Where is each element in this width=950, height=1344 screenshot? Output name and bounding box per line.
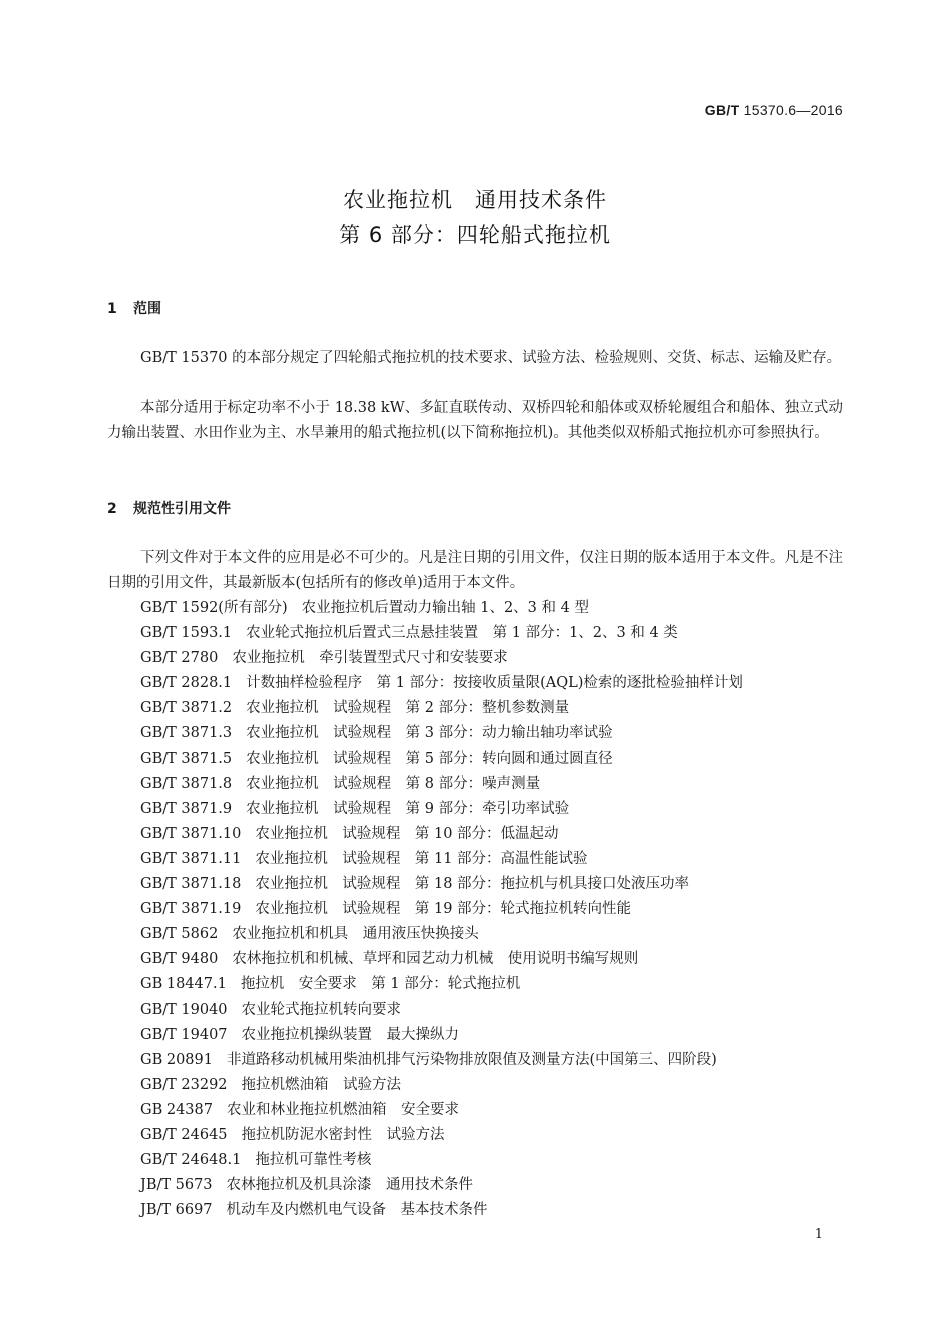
reference-title: 农业拖拉机 试验规程 第 9 部分：牵引功率试验: [246, 800, 570, 817]
reference-code: GB/T 3871.2: [140, 700, 233, 717]
list-item: [140, 1023, 743, 1048]
section-2-heading: [107, 498, 231, 518]
reference-title: 农业拖拉机 牵引装置型式尺寸和安装要求: [232, 650, 508, 667]
list-item: [140, 596, 743, 621]
list-item: [140, 1123, 743, 1148]
reference-code: GB/T 3871.18: [140, 876, 242, 893]
reference-title: 农业拖拉机 试验规程 第 10 部分：低温起动: [255, 825, 559, 842]
list-item: [140, 1173, 743, 1198]
reference-code: GB/T 2780: [140, 650, 219, 667]
scope-paragraph-1: GB/T 15370 的本部分规定了四轮船式拖拉机的技术要求、试验方法、检验规则、交货、标志、运输及贮存。: [140, 350, 842, 366]
reference-code: GB 24387: [140, 1101, 213, 1118]
list-item: [140, 646, 743, 671]
list-item: [140, 671, 743, 696]
list-item: [140, 696, 743, 721]
reference-title: 农业拖拉机 试验规程 第 11 部分：高温性能试验: [255, 850, 588, 867]
reference-code: GB/T 3871.9: [140, 800, 233, 817]
list-item: [140, 772, 743, 797]
reference-code: GB/T 19407: [140, 1026, 228, 1043]
reference-title: 拖拉机燃油箱 试验方法: [241, 1076, 402, 1093]
reference-title: 计数抽样检验程序 第 1 部分：按接收质量限(AQL)检索的逐批检验抽样计划: [246, 675, 743, 692]
list-item: [140, 1073, 743, 1098]
reference-code: GB/T 5862: [140, 926, 219, 943]
list-item: [140, 621, 743, 646]
reference-title: 非道路移动机械用柴油机排气污染物排放限值及测量方法(中国第三、四阶段): [226, 1051, 717, 1068]
section-1-heading: [107, 298, 161, 318]
reference-title: 农业拖拉机 试验规程 第 18 部分：拖拉机与机具接口处液压功率: [255, 876, 690, 893]
page-number: 1: [814, 1227, 823, 1242]
list-item: [140, 947, 743, 972]
document-title-line1: 农业拖拉机 通用技术条件: [343, 188, 607, 212]
list-item: [140, 998, 743, 1023]
reference-title: 农业拖拉机 试验规程 第 19 部分：轮式拖拉机转向性能: [255, 901, 632, 918]
reference-code: JB/T 6697: [140, 1202, 213, 1219]
reference-code: GB/T 3871.3: [140, 725, 233, 742]
reference-code: GB/T 3871.11: [140, 850, 242, 867]
reference-code: GB 20891: [140, 1051, 213, 1068]
reference-code: GB/T 24645: [140, 1126, 228, 1143]
list-item: [140, 1048, 743, 1073]
list-item: [140, 747, 743, 772]
document-code: [705, 102, 843, 118]
reference-title: 农业拖拉机 试验规程 第 3 部分：动力输出轴功率试验: [246, 725, 613, 742]
reference-code: GB/T 9480: [140, 951, 219, 968]
reference-title: 拖拉机防泥水密封性 试验方法: [241, 1126, 445, 1143]
reference-title: 农业拖拉机后置动力输出轴 1、2、3 和 4 型: [301, 600, 589, 616]
list-item: [140, 847, 743, 872]
document-title-line2: 第 6 部分：四轮船式拖拉机: [339, 223, 611, 247]
scope-paragraph-2: 本部分适用于标定功率不小于 18.38 kW、多缸直联传动、双桥四轮和船体或双桥轮履组合和船体、独立式动力输出装置、水田作业为主、水旱兼用的船式拖拉机(以下简称拖拉机)。其他类似双桥船式拖拉机亦可参照执行。: [107, 400, 843, 441]
reference-code: GB/T 3871.8: [140, 775, 233, 792]
reference-title: 农业拖拉机操纵装置 最大操纵力: [241, 1026, 460, 1043]
reference-title: 拖拉机 安全要求 第 1 部分：轮式拖拉机: [240, 976, 521, 993]
list-item: [140, 1198, 743, 1223]
reference-code: GB 18447.1: [140, 976, 227, 993]
reference-list: [140, 596, 743, 1223]
standard-number: 15370.6—2016: [743, 102, 843, 118]
reference-title: 农业拖拉机 试验规程 第 2 部分：整机参数测量: [246, 700, 570, 717]
list-item: [140, 972, 743, 997]
section-number: 1: [107, 301, 117, 317]
reference-title: 农业拖拉机 试验规程 第 5 部分：转向圆和通过圆直径: [246, 750, 613, 767]
list-item: [140, 1148, 743, 1173]
reference-code: GB/T 3871.19: [140, 901, 242, 918]
section-title: 范围: [133, 301, 161, 317]
reference-code: JB/T 5673: [140, 1177, 213, 1194]
reference-code: GB/T 19040: [140, 1001, 228, 1018]
reference-title: 农业轮式拖拉机转向要求: [241, 1001, 402, 1018]
section-number: 2: [107, 501, 117, 517]
list-item: [140, 822, 743, 847]
reference-title: 农业拖拉机 试验规程 第 8 部分：噪声测量: [246, 775, 541, 792]
reference-title: 农林拖拉机及机具涂漆 通用技术条件: [226, 1177, 474, 1194]
reference-code: GB/T 1592(所有部分): [140, 600, 288, 616]
reference-code: GB/T 2828.1: [140, 675, 233, 692]
list-item: [140, 922, 743, 947]
reference-code: GB/T 24648.1: [140, 1152, 242, 1169]
reference-code: GB/T 23292: [140, 1076, 228, 1093]
reference-code: GB/T 1593.1: [140, 625, 233, 642]
references-intro: 下列文件对于本文件的应用是必不可少的。凡是注日期的引用文件，仅注日期的版本适用于本文件。凡是不注日期的引用文件，其最新版本(包括所有的修改单)适用于本文件。: [107, 550, 843, 591]
reference-title: 农业和林业拖拉机燃油箱 安全要求: [226, 1101, 459, 1118]
reference-title: 机动车及内燃机电气设备 基本技术条件: [226, 1202, 488, 1219]
list-item: [140, 897, 743, 922]
section-title: 规范性引用文件: [133, 501, 231, 517]
reference-title: 农业拖拉机和机具 通用液压快换接头: [232, 926, 479, 943]
list-item: [140, 1098, 743, 1123]
reference-title: 农林拖拉机和机械、草坪和园艺动力机械 使用说明书编写规则: [232, 951, 639, 968]
list-item: [140, 721, 743, 746]
reference-title: 农业轮式拖拉机后置式三点悬挂装置 第 1 部分：1、2、3 和 4 类: [246, 625, 678, 642]
standard-prefix: GB/T: [704, 102, 740, 118]
reference-code: GB/T 3871.5: [140, 750, 233, 767]
reference-title: 拖拉机可靠性考核: [255, 1152, 372, 1169]
list-item: [140, 797, 743, 822]
reference-code: GB/T 3871.10: [140, 825, 242, 842]
list-item: [140, 872, 743, 897]
